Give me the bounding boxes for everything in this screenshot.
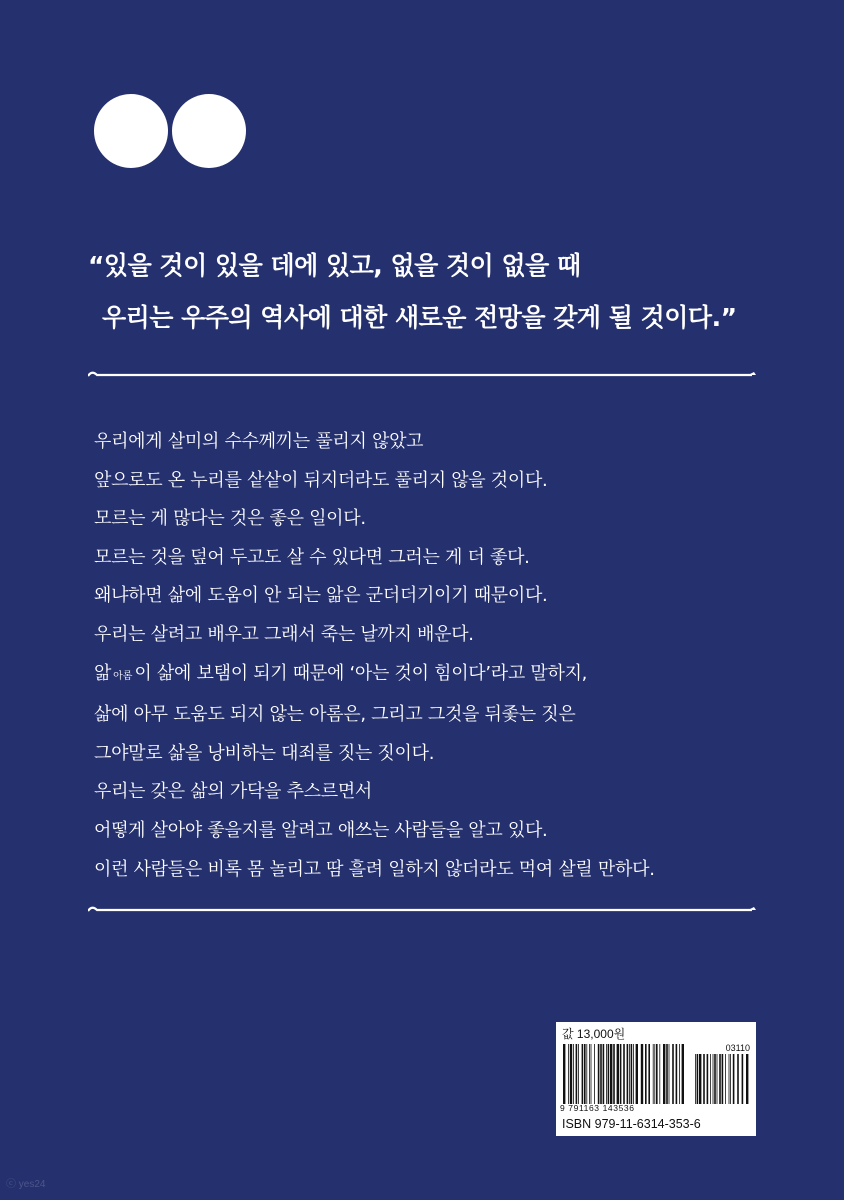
isbn-number: ISBN 979-11-6314-353-6 <box>562 1117 701 1131</box>
ean-barcode-bars <box>562 1044 686 1104</box>
blurb-line: 어떻게 살아야 좋을지를 알려고 애쓰는 사람들을 알고 있다. <box>94 819 548 841</box>
ruby-annotation: 아롬 <box>113 670 133 682</box>
watermark: ⓒ yes24 <box>6 1179 46 1190</box>
barcode-panel <box>556 1022 756 1136</box>
blurb-line: 앞으로도 온 누리를 샅샅이 뒤지더라도 풀리지 않을 것이다. <box>94 469 548 491</box>
divider-top <box>88 369 756 379</box>
quote-line-1: “있을 것이 있을 데에 있고, 없을 것이 없을 때 <box>88 251 581 280</box>
overlapping-circles-logo <box>94 94 246 168</box>
blurb-line: 우리에게 살미의 수수께끼는 풀리지 않았고 <box>94 431 424 452</box>
blurb-line: 우리는 살려고 배우고 그래서 죽는 날까지 배운다. <box>94 623 474 645</box>
divider-bottom <box>88 904 756 914</box>
addon-code: 03110 <box>725 1043 750 1053</box>
addon-barcode-bars <box>694 1054 750 1104</box>
blurb-line: 이런 사람들은 비록 몸 놀리고 땀 흘려 일하지 않더라도 먹여 살릴 만하다. <box>94 858 655 880</box>
ruby-line-rest: 이 삶에 보탬이 되기 때문에 ‘아는 것이 힘이다’라고 말하지, <box>134 662 588 684</box>
blurb-line-with-ruby <box>94 655 774 697</box>
price-label: 값 13,000원 <box>562 1027 626 1041</box>
blurb-line: 삶에 아무 도움도 되지 않는 아롬은, 그리고 그것을 뒤좇는 짓은 <box>94 704 576 726</box>
ruby-base: 앎 <box>94 662 112 684</box>
quote-line-2: 우리는 우주의 역사에 대한 새로운 전망을 갖게 될 것이다.” <box>102 303 737 332</box>
pull-quote <box>88 240 788 344</box>
blurb-line: 우리는 갖은 삶의 가닥을 추스르면서 <box>94 781 373 803</box>
blurb-line: 왜냐하면 삶에 도움이 안 되는 앎은 군더더기이기 때문이다. <box>94 585 548 607</box>
blurb-line: 모르는 게 많다는 것은 좋은 일이다. <box>94 508 366 530</box>
blurb-line: 모르는 것을 덮어 두고도 살 수 있다면 그러는 게 더 좋다. <box>94 546 530 568</box>
ean-digits: 9 791163 143536 <box>560 1103 635 1113</box>
blurb-line: 그야말로 삶을 낭비하는 대죄를 짓는 짓이다. <box>94 742 435 764</box>
blurb-text <box>94 423 774 889</box>
